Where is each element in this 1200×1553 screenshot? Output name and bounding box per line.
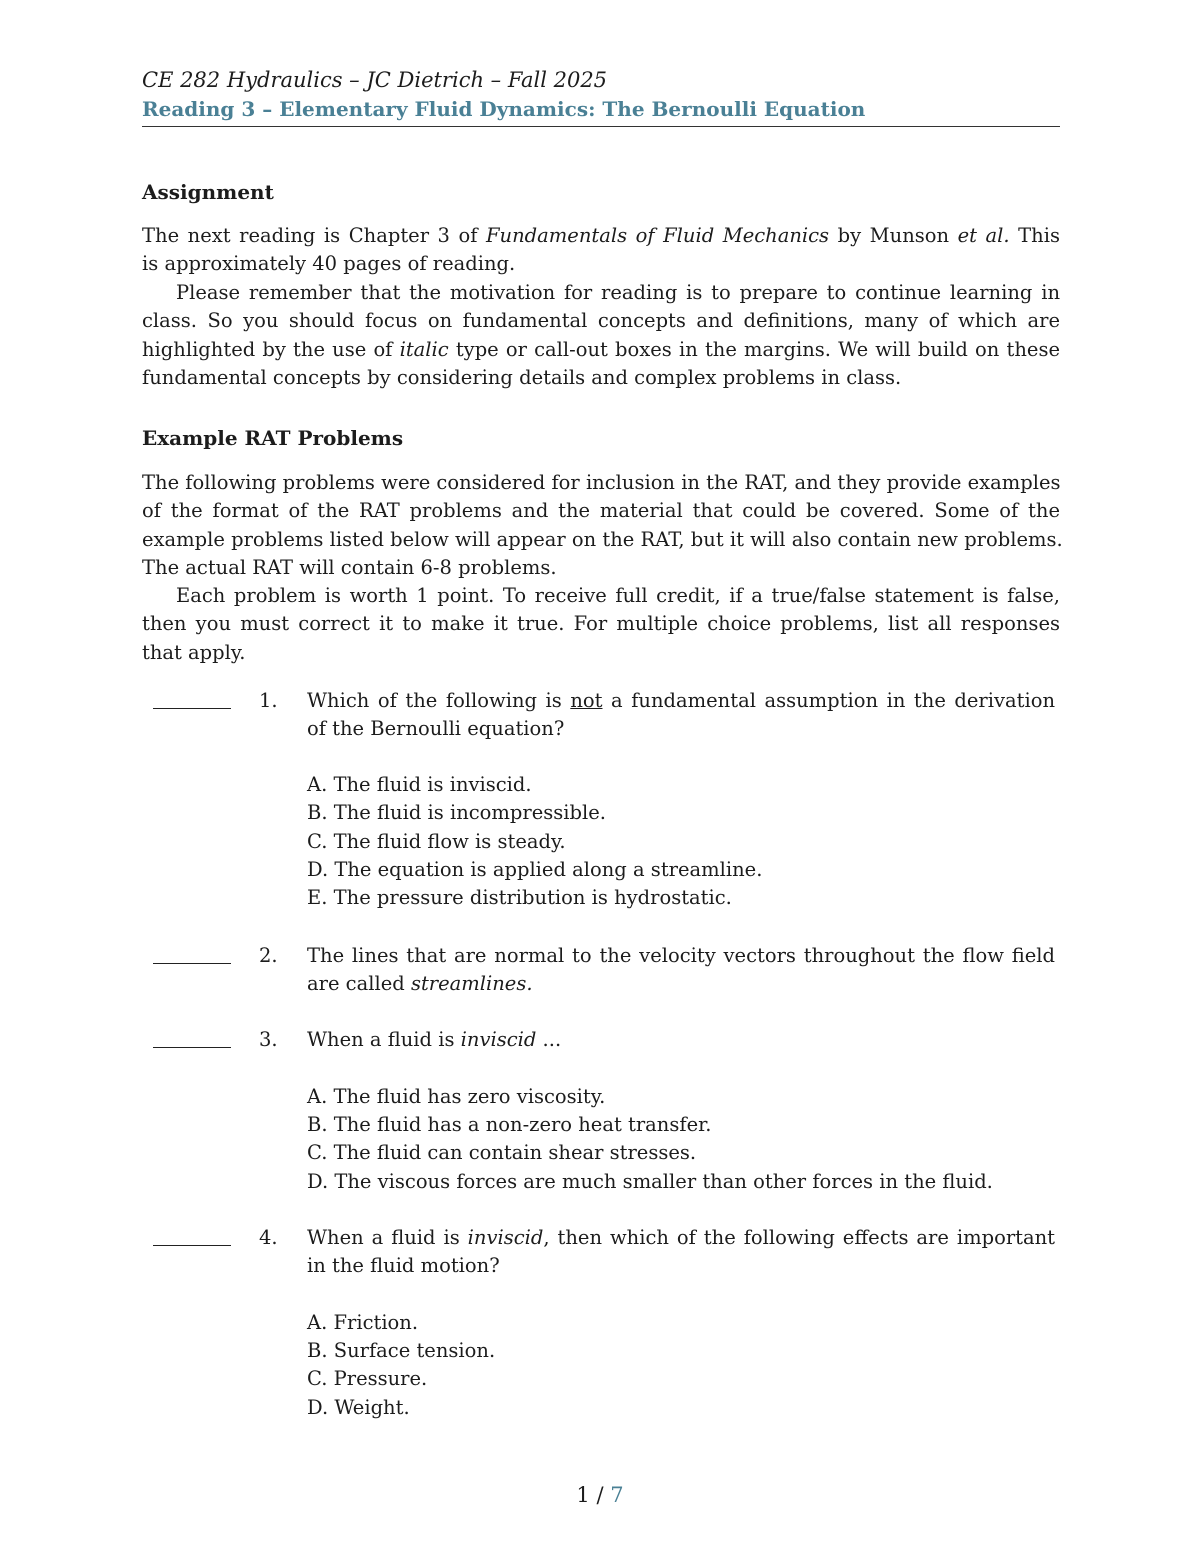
text-span: by Munson	[829, 224, 958, 247]
option-item: C. Pressure.	[307, 1367, 428, 1390]
text-span: are called	[307, 972, 411, 995]
rat-p2-line2: then you must correct it to make it true. For multiple choice problems, list all responses	[142, 612, 1060, 635]
text-span: When a fluid is	[307, 1028, 461, 1051]
answer-blank-q3[interactable]	[153, 1047, 231, 1048]
option-item: D. Weight.	[307, 1396, 410, 1419]
current-page: 1	[576, 1483, 590, 1507]
option-item: B. The fluid has a non-zero heat transfer.	[307, 1113, 712, 1136]
option-item: A. Friction.	[307, 1311, 419, 1334]
italic-word: streamlines.	[410, 972, 533, 995]
text-span: , then which of the following effects are important	[543, 1226, 1055, 1249]
answer-blank-q4[interactable]	[153, 1245, 231, 1246]
assignment-heading: Assignment	[142, 180, 274, 204]
page-number	[0, 1483, 1200, 1507]
reading-title: Reading 3 – Elementary Fluid Dynamics: The Bernoulli Equation	[142, 97, 866, 121]
question-text-line	[307, 970, 1055, 999]
text-span: a fundamental assumption in the derivation	[602, 689, 1055, 712]
option-item: D. The equation is applied along a streamline.	[307, 858, 763, 881]
text-span: ...	[536, 1028, 562, 1051]
page-separator: /	[589, 1483, 611, 1507]
rat-p1-line2: of the format of the RAT problems and the material that could be covered. Some of the	[142, 499, 1060, 522]
text-span: When a fluid is	[307, 1226, 468, 1249]
question-text-line: of the Bernoulli equation?	[307, 717, 565, 740]
question-text-line	[307, 687, 1055, 716]
question-text-line	[307, 1026, 1055, 1055]
rat-p2-line3: that apply.	[142, 641, 246, 664]
assignment-p2-line1: Please remember that the motivation for reading is to prepare to continue learning in	[176, 281, 1060, 304]
rat-p1-line3: example problems listed below will appear on the RAT, but it will also contain new problems.	[142, 528, 1063, 551]
text-span: The next reading is Chapter 3 of	[142, 224, 487, 247]
underlined-word: not	[570, 689, 603, 712]
answer-blank-q1[interactable]	[153, 708, 231, 709]
rat-p2-line1: Each problem is worth 1 point. To receive full credit, if a true/false statement is false,	[176, 584, 1060, 607]
assignment-p2-line2: class. So you should focus on fundamental concepts and definitions, many of which are	[142, 309, 1060, 332]
question-text-line	[307, 1224, 1055, 1253]
header-rule	[142, 126, 1060, 127]
rat-p1-line4: The actual RAT will contain 6-8 problems.	[142, 556, 557, 579]
option-item: C. The fluid can contain shear stresses.	[307, 1141, 697, 1164]
assignment-p2-line3	[142, 336, 1060, 365]
question-text-line: The lines that are normal to the velocity vectors throughout the flow field	[307, 944, 1055, 967]
assignment-p1-line2: is approximately 40 pages of reading.	[142, 252, 516, 275]
total-pages-link[interactable]: 7	[610, 1483, 624, 1507]
option-item: A. The fluid has zero viscosity.	[307, 1085, 606, 1108]
italic-word: inviscid	[460, 1028, 537, 1051]
answer-blank-q2[interactable]	[153, 963, 231, 964]
option-item: C. The fluid flow is steady.	[307, 830, 566, 853]
question-text-line: in the fluid motion?	[307, 1254, 500, 1277]
option-item: A. The fluid is inviscid.	[307, 773, 532, 796]
course-header: CE 282 Hydraulics – JC Dietrich – Fall 2025	[142, 68, 608, 92]
question-number: 2.	[259, 944, 278, 967]
question-number: 1.	[259, 689, 278, 712]
italic-word: italic	[399, 338, 449, 361]
question-number: 4.	[259, 1226, 278, 1249]
rat-p1-line1: The following problems were considered for inclusion in the RAT, and they provide examples	[142, 471, 1061, 494]
italic-word: inviscid	[467, 1226, 544, 1249]
text-span: This	[1009, 224, 1060, 247]
text-span: highlighted by the use of	[142, 338, 400, 361]
text-span: type or call-out boxes in the margins. We will build on these	[448, 338, 1061, 361]
assignment-p1-line1	[142, 222, 1060, 251]
et-al: et al.	[957, 224, 1010, 247]
question-number: 3.	[259, 1028, 278, 1051]
option-item: B. Surface tension.	[307, 1339, 496, 1362]
book-title: Fundamentals of Fluid Mechanics	[486, 224, 830, 247]
option-item: D. The viscous forces are much smaller than other forces in the fluid.	[307, 1170, 993, 1193]
option-item: E. The pressure distribution is hydrostatic.	[307, 886, 732, 909]
assignment-p2-line4: fundamental concepts by considering details and complex problems in class.	[142, 366, 902, 389]
option-item: B. The fluid is incompressible.	[307, 801, 606, 824]
text-span: Which of the following is	[307, 689, 571, 712]
rat-heading: Example RAT Problems	[142, 426, 404, 450]
